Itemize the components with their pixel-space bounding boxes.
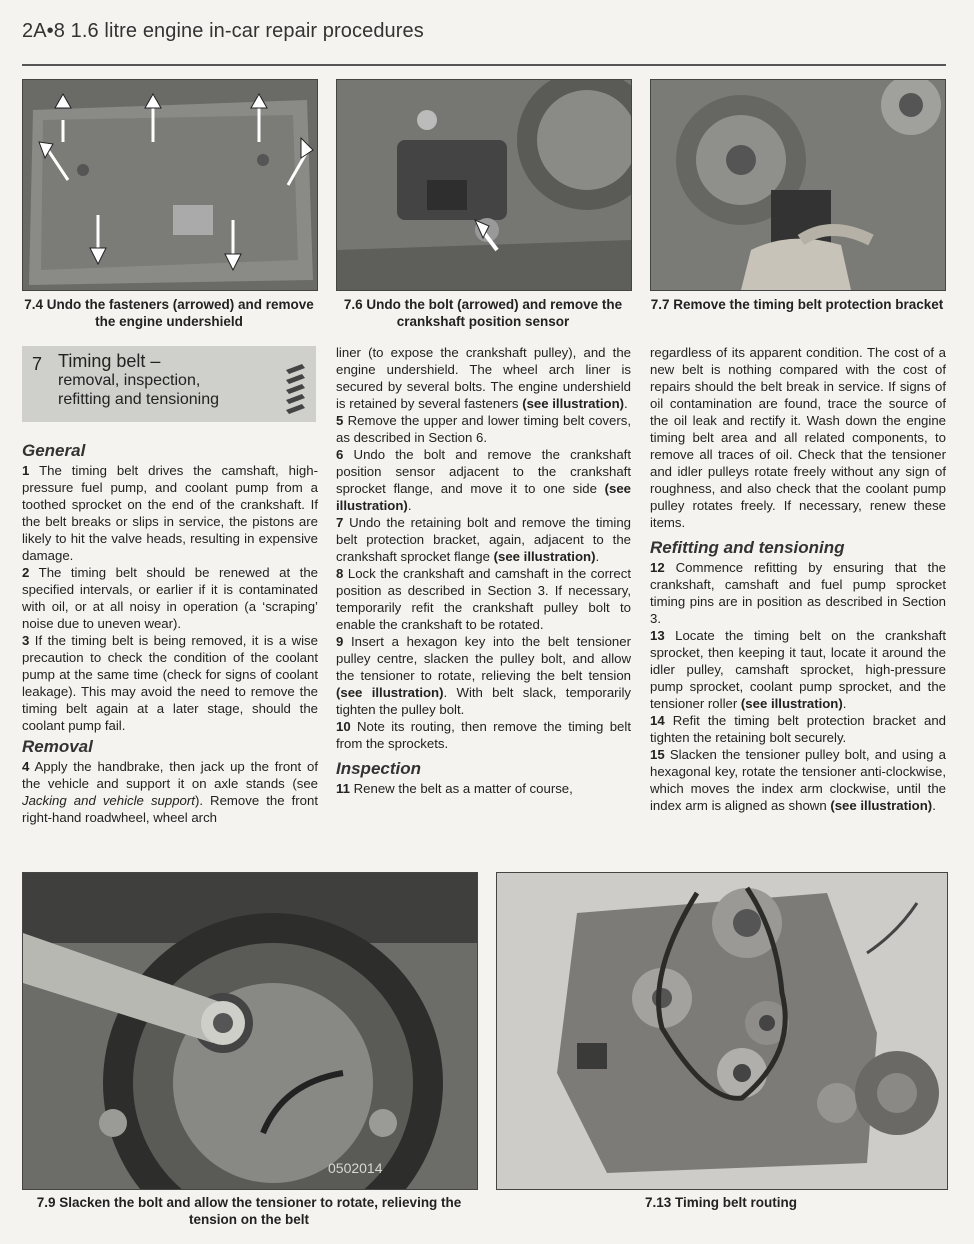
para-text: regardless of its apparent condition. The cost of a new belt is nothing compared with the cost of repairs should the belt break in service. If signs of oil contamination are found, trace the source of the oil leak and rectify it. Wash down the engine timing belt area and all related components, to remove all traces of oil. Check that the tensioner and idler pulleys rotate freely without any sign of roughness, and also check that the coolant pump pulley rotates freely. If necessary, renew these items.: [650, 345, 946, 530]
caption-7-7: [650, 296, 944, 313]
paragraph-1: [22, 462, 318, 564]
illustration-ref: (see illustration): [522, 396, 625, 411]
illustration-ref: (see illustration): [336, 685, 444, 700]
paragraph-7: [336, 514, 631, 565]
heading-inspection: Inspection: [336, 759, 422, 778]
page-ref: 2A•8: [22, 20, 65, 42]
para-text: Renew the belt as a matter of course,: [353, 781, 573, 796]
illustration-ref: (see illustration): [336, 481, 631, 513]
para-text: Commence refitting by ensuring that the crankshaft, camshaft and fuel pump sprocket timing pins are in position as described in Section 3.: [650, 560, 946, 626]
section-title-line3: refitting and tensioning: [58, 391, 219, 408]
paragraph-11-cont: [650, 344, 946, 531]
caption-number: 7.4: [24, 297, 43, 312]
section-number: 7: [32, 354, 43, 374]
section-title-line1: Timing belt –: [58, 351, 161, 371]
para-text: Remove the upper and lower timing belt covers, as described in Section 6.: [336, 413, 631, 445]
page-header: [22, 20, 424, 43]
para-text: Lock the crankshaft and camshaft in the correct position as described in Section 3. If necessary, temporarily refit the crankshaft pulley bolt to enable the crankshaft to be rotated.: [336, 566, 631, 632]
para-number: 3: [22, 633, 30, 648]
para-italic: Jacking and vehicle support: [22, 793, 195, 808]
para-text: .: [624, 396, 628, 411]
para-text: If the timing belt is being removed, it is a wise precaution to check the condition of the coolant pump at the same time (check for signs of coolant leakage). This may avoid the need to remove the timing belt again at a later stage, should the coolant pump fail.: [22, 633, 318, 733]
para-number: 9: [336, 634, 344, 649]
belt-routing-image: [497, 873, 947, 1189]
section-title-line2: removal, inspection,: [58, 372, 201, 389]
para-number: 2: [22, 565, 30, 580]
para-number: 5: [336, 413, 344, 428]
caption-number: 7.13: [644, 1195, 672, 1210]
tensioner-image: [23, 873, 477, 1189]
para-text: .: [595, 549, 600, 564]
heading-removal: Removal: [22, 737, 93, 756]
paragraph-2: [22, 564, 318, 632]
undershield-image: [23, 80, 317, 290]
para-number: 10: [336, 719, 351, 734]
para-text: Undo the retaining bolt and remove the timing belt protection bracket, again, adjacent to the crankshaft sprocket flange: [336, 515, 631, 564]
para-text: .: [932, 798, 936, 813]
para-text: .: [407, 498, 412, 513]
paragraph-4: [22, 758, 318, 826]
paragraph-11: [336, 780, 631, 797]
para-text: Undo the bolt and remove the crankshaft position sensor adjacent to the crankshaft sprocket flange, and move it to one side: [336, 447, 631, 496]
photo-tensioner: [22, 872, 478, 1190]
crankshaft-sensor-image: [337, 80, 631, 290]
para-number: 12: [650, 560, 665, 575]
para-number: 13: [650, 628, 665, 643]
para-text: .: [842, 696, 847, 711]
caption-text: Timing belt routing: [675, 1195, 798, 1210]
para-text: The timing belt should be renewed at the specified intervals, or earlier if it is contaminated with oil, or at all noisy in operation (a ‘scraping’ noise due to uneven wear).: [22, 565, 318, 631]
paragraph-15: [650, 746, 946, 814]
paragraph-5: [336, 412, 631, 446]
photo-protection-bracket: [650, 79, 946, 291]
page-title: 1.6 litre engine in-car repair procedures: [70, 20, 424, 42]
caption-7-13: [496, 1194, 946, 1211]
protection-bracket-image: [651, 80, 945, 290]
caption-text: Slacken the bolt and allow the tensioner to rotate, relieving the tension on the belt: [59, 1195, 462, 1227]
para-text: Insert a hexagon key into the belt tensioner pulley centre, slacken the pulley bolt, and allow the tensioner to rotate, relieving the belt tension: [336, 634, 631, 683]
photo-crankshaft-sensor: [336, 79, 632, 291]
para-text: Note its routing, then remove the timing belt from the sprockets.: [336, 719, 631, 751]
photo-belt-routing: [496, 872, 948, 1190]
text-column-2: [336, 344, 631, 797]
section-title: [58, 352, 219, 409]
para-number: 4: [22, 759, 30, 774]
paragraph-10: [336, 718, 631, 752]
para-number: 11: [336, 781, 350, 796]
para-text: Locate the timing belt on the crankshaft sprocket, then keeping it taut, locate it around the idler pulley, camshaft sprocket, high-pressure pump sprocket, coolant pump sprocket, and the tensioner roller: [650, 628, 946, 711]
caption-number: 7.7: [650, 297, 670, 312]
paragraph-9: [336, 633, 631, 718]
para-number: 15: [650, 747, 665, 762]
para-number: 1: [22, 463, 30, 478]
photo-engine-undershield: [22, 79, 318, 291]
heading-refitting: Refitting and tensioning: [650, 538, 845, 557]
para-number: 6: [336, 447, 344, 462]
spanner-rating-icon: [282, 358, 310, 414]
para-text: The timing belt drives the camshaft, high-pressure fuel pump, and coolant pump from a toothed sprocket on the end of the crankshaft. If the belt breaks or slips in service, the pistons are likely to hit the valve heads, resulting in expensive damage.: [22, 463, 318, 563]
illustration-ref: (see illustration): [493, 549, 596, 564]
header-rule: [22, 64, 946, 66]
illustration-ref: (see illustration): [830, 798, 933, 813]
para-text: Slacken the tensioner pulley bolt, and using a hexagonal key, rotate the tensioner anti-clockwise, which moves the index arm clockwise, until the index arm is aligned as shown: [650, 747, 946, 813]
caption-7-6: [336, 296, 630, 330]
caption-number: 7.9: [36, 1195, 56, 1210]
belt-marking: 0502014: [328, 1160, 383, 1176]
paragraph-14: [650, 712, 946, 746]
illustration-ref: (see illustration): [740, 696, 843, 711]
para-number: 8: [336, 566, 344, 581]
section-heading-box: [22, 346, 316, 422]
paragraph-13: [650, 627, 946, 712]
text-column-3: [650, 344, 946, 814]
para-text: . With belt slack, temporarily tighten the pulley bolt.: [336, 685, 632, 717]
text-column-1: [22, 440, 318, 826]
paragraph-12: [650, 559, 946, 627]
para-text: ). Remove the front right-hand roadwheel, wheel arch: [22, 793, 318, 825]
paragraph-4-cont: [336, 344, 631, 412]
para-number: 7: [336, 515, 344, 530]
caption-text: Undo the fasteners (arrowed) and remove the engine undershield: [46, 297, 314, 329]
caption-7-9: [22, 1194, 476, 1228]
paragraph-6: [336, 446, 631, 514]
para-number: 14: [650, 713, 665, 728]
caption-text: Remove the timing belt protection bracket: [673, 297, 944, 312]
caption-number: 7.6: [343, 297, 363, 312]
caption-text: Undo the bolt (arrowed) and remove the crankshaft position sensor: [366, 297, 623, 329]
para-text: Apply the handbrake, then jack up the front of the vehicle and support it on axle stands (see: [22, 759, 318, 791]
heading-general: General: [22, 441, 86, 460]
caption-7-4: [22, 296, 316, 330]
para-text: Refit the timing belt protection bracket and tighten the retaining bolt securely.: [650, 713, 946, 745]
para-text: liner (to expose the crankshaft pulley), and the engine undershield. The wheel arch liner is secured by several bolts. The engine undershield is retained by several fasteners: [336, 345, 631, 411]
paragraph-3: [22, 632, 318, 734]
paragraph-8: [336, 565, 631, 633]
